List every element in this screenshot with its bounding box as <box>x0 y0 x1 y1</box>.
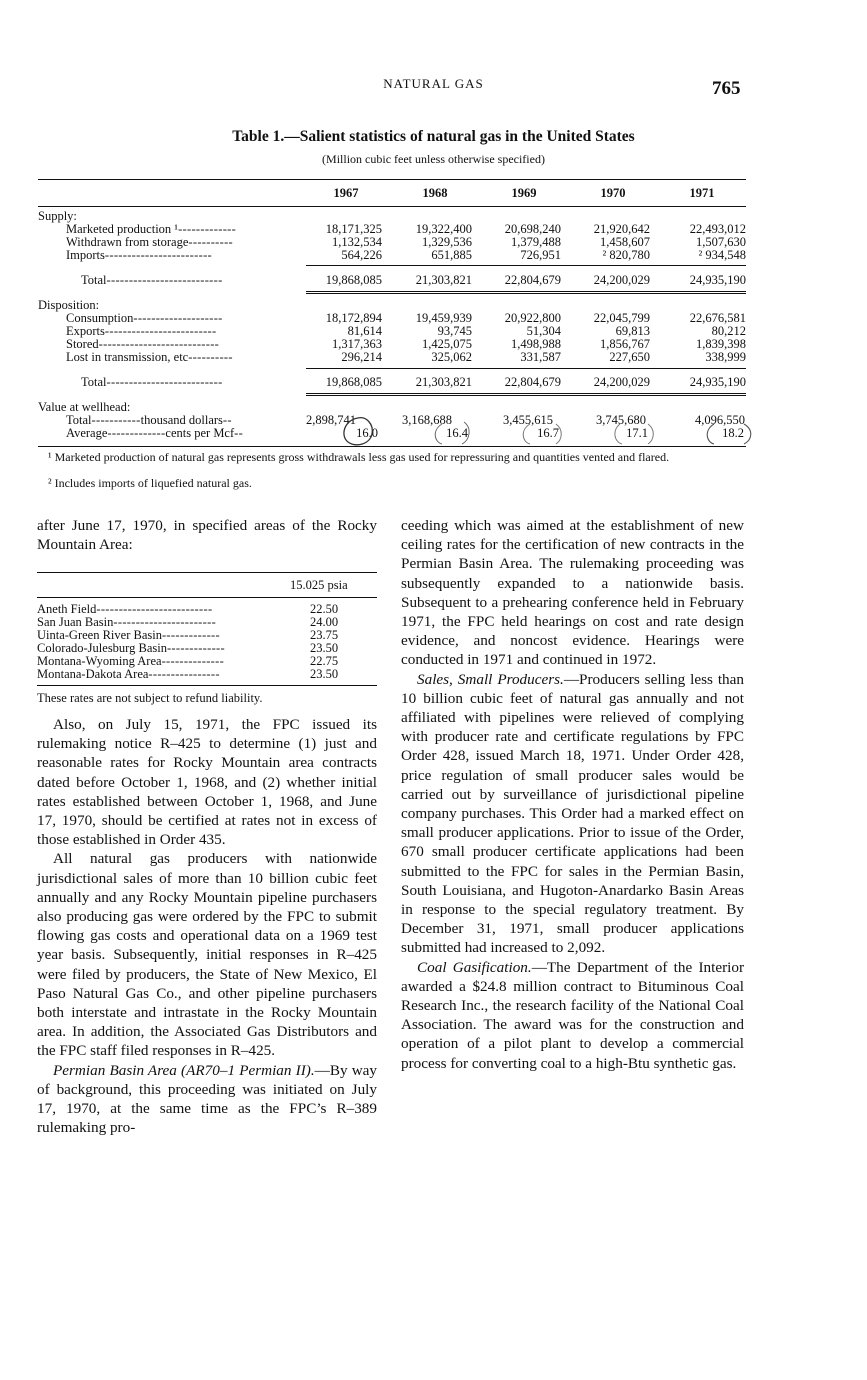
total-double-rule <box>306 291 746 294</box>
table-cell: 19,868,085 <box>325 273 382 287</box>
col-header-1971: 1971 <box>689 186 715 200</box>
table-cell: 21,303,821 <box>415 375 472 389</box>
table-cell: 296,214 <box>341 350 382 364</box>
table-cell: 1,132,534 <box>332 235 382 249</box>
table-cell: 22,804,679 <box>504 375 561 389</box>
rate-row-value: 23.75 <box>310 628 339 642</box>
left-intro: after June 17, 1970, in specified areas of the Rocky Mountain Area: <box>37 517 377 554</box>
left-column-text <box>37 715 377 1137</box>
rate-row-value: 22.50 <box>310 602 339 616</box>
left-paragraph-1: Also, on July 15, 1971, the FPC issued its rulemaking notice R–425 to determine (1) just and reasonable rates for Rocky Mountain area contracts dated before October 1, 1968, and (2) whether initial rates established between October 1, 1968, and June 17, 1970, should be certified at rates not in excess of those established in Order 435. <box>37 716 377 849</box>
table-cell: 21,920,642 <box>593 222 650 236</box>
col-header-1967: 1967 <box>333 186 359 200</box>
table-subtitle: (Million cubic feet unless otherwise specified) <box>322 152 545 166</box>
table-cell: 1,425,075 <box>422 337 472 351</box>
table-cell: ² 934,548 <box>698 248 746 262</box>
table-row-label: Total-------------------------- <box>81 273 223 287</box>
rate-table-header: 15.025 psia <box>290 578 348 592</box>
table-rule-top <box>38 179 746 180</box>
table-cell: ² 820,780 <box>602 248 650 262</box>
right-paragraph-2: Sales, Small Producers.—Producers selling less than 10 billion cubic feet of natural gas annually and not affiliated with pipelines were relieved of complying with producer rate and certificate regulations by FPC Order 428, issued March 18, 1971. Under Order 428, price regulation of small producer sales would be carried out by surveillance of jurisdictional pipeline company purchases. This Order had a marked effect on small producer applications. Prior to issue of the Order, 670 small producer certificate applications had been submitted to the FPC for sales in the Permian Basin, South Louisiana, and Hugoton-Anardarko Basin Areas in response to the special regulatory treatment. By December 31, 1971, small producer applications submitted had increased to 2,092. <box>401 670 744 957</box>
table-cell: 24,935,190 <box>689 273 746 287</box>
table-cell: 51,304 <box>526 324 561 338</box>
table-cell: 3,745,680 <box>596 413 646 427</box>
rate-row-label: Colorado-Julesburg Basin------------- <box>37 641 225 655</box>
table-cell: 16.0 <box>356 426 378 440</box>
table-cell: 20,922,800 <box>504 311 561 325</box>
table-cell: 22,676,581 <box>689 311 746 325</box>
table-cell: 1,317,363 <box>332 337 382 351</box>
table-cell: 69,813 <box>615 324 650 338</box>
table-cell: 331,587 <box>520 350 561 364</box>
table-cell: 18.2 <box>722 426 744 440</box>
table-footnote-2: ² Includes imports of liquefied natural gas. <box>48 476 252 490</box>
table-cell: 22,493,012 <box>689 222 746 236</box>
table-rule-bottom <box>38 446 746 447</box>
rate-row-value: 22.75 <box>310 654 339 668</box>
handwritten-circle-marks <box>330 410 760 454</box>
table-cell: 22,804,679 <box>504 273 561 287</box>
table-row-label: Exports------------------------- <box>66 324 217 338</box>
table-cell: 3,168,688 <box>402 413 452 427</box>
table-cell: 564,226 <box>341 248 382 262</box>
running-head: NATURAL GAS <box>383 76 484 91</box>
right-column-text <box>401 516 744 1073</box>
table-cell: 19,322,400 <box>415 222 472 236</box>
table-cell: 19,459,939 <box>415 311 472 325</box>
table-footnote-1: ¹ Marketed production of natural gas represents gross withdrawals less gas used for repressuring and quantities vented and flared. <box>48 450 670 464</box>
rate-row-label: Montana-Wyoming Area-------------- <box>37 654 225 668</box>
rate-row-value: 24.00 <box>310 615 339 629</box>
table-row-label: Consumption-------------------- <box>66 311 223 325</box>
table-cell: 93,745 <box>437 324 472 338</box>
table-cell: 24,200,029 <box>593 375 650 389</box>
table-cell: 4,096,550 <box>695 413 745 427</box>
subtotal-rule <box>306 265 746 266</box>
left-intro-block <box>37 516 377 554</box>
page-number: 765 <box>712 78 741 99</box>
rate-row-value: 23.50 <box>310 641 339 655</box>
table-cell: 22,045,799 <box>593 311 650 325</box>
table-row-label: Total-----------thousand dollars-- <box>66 413 232 427</box>
rate-row-label: Aneth Field-------------------------- <box>37 602 213 616</box>
right-paragraph-1: ceeding which was aimed at the establishment of new ceiling rates for the certification of new contracts in the Permian Basin Area. The rulemaking proceeding was subsequently expanded to a nationwide basis. Subsequent to a prehearing conference held in February 1971, the FPC held hearings on cost and rate design evidence, and noncost evidence. Hearings were conducted in 1971 and continued in 1972. <box>401 517 744 669</box>
table-cell: 2,898,741 <box>306 413 356 427</box>
table-cell: 1,329,536 <box>422 235 472 249</box>
rate-row-label: San Juan Basin----------------------- <box>37 615 217 629</box>
table-cell: 1,498,988 <box>511 337 561 351</box>
table-cell: 338,999 <box>705 350 746 364</box>
table-rule-header <box>38 206 746 207</box>
rate-row-label: Montana-Dakota Area---------------- <box>37 667 220 681</box>
table-row-label: Total-------------------------- <box>81 375 223 389</box>
left-paragraph-3: Permian Basin Area (AR70–1 Permian II).—By way of background, this proceeding was initiated on July 17, 1970, at the same time as the FPC’s R–389 rulemaking pro- <box>37 1061 377 1137</box>
table-cell: 227,650 <box>609 350 650 364</box>
table-cell: 20,698,240 <box>504 222 561 236</box>
table-row-label: Imports------------------------ <box>66 248 212 262</box>
table-cell: 81,614 <box>347 324 382 338</box>
table-cell: 1,379,488 <box>511 235 561 249</box>
table-cell: 16.7 <box>537 426 559 440</box>
total-double-rule <box>306 393 746 396</box>
table-row-label: Average-------------cents per Mcf-- <box>66 426 244 440</box>
table-cell: 24,200,029 <box>593 273 650 287</box>
table-cell: 18,171,325 <box>325 222 382 236</box>
table-cell: 726,951 <box>520 248 561 262</box>
table-cell: 651,885 <box>431 248 472 262</box>
table-cell: 80,212 <box>711 324 746 338</box>
table-cell: 3,455,615 <box>503 413 553 427</box>
table-cell: 21,303,821 <box>415 273 472 287</box>
table-cell: 1,458,607 <box>600 235 650 249</box>
table-cell: 1,507,630 <box>696 235 746 249</box>
rate-table-rule-header <box>37 597 377 598</box>
right-paragraph-3: Coal Gasification.—The Department of the Interior awarded a $24.8 million contract to Bituminous Coal Research Inc., the research facility of the National Coal Association. The award was for the construction and operation of a pilot plant to develop a commercial process for converting coal to a high-Btu synthetic gas. <box>401 958 744 1072</box>
table-cell: 16.4 <box>446 426 468 440</box>
rate-table-rule-top <box>37 572 377 573</box>
table-cell: 325,062 <box>431 350 472 364</box>
rate-table-note: These rates are not subject to refund liability. <box>37 691 263 705</box>
table-row-label: Lost in transmission, etc---------- <box>66 350 233 364</box>
left-paragraph-2: All natural gas producers with nationwide jurisdictional sales of more than 10 billion cubic feet annually and any Rocky Mountain pipeline purchasers also producing gas were ordered by the FPC to submit flowing gas costs and operational data on a 1969 test year basis. Subsequently, initial responses in R–425 were filed by producers, the State of New Mexico, El Paso Natural Gas Co., and other pipeline purchasers both interstate and intrastate in the Rocky Mountain area. In addition, the Associated Gas Distributors and the FPC staff filed responses in R–425. <box>37 850 377 1060</box>
disposition-label: Disposition: <box>38 298 100 312</box>
rate-row-value: 23.50 <box>310 667 339 681</box>
value-label: Value at wellhead: <box>38 400 131 414</box>
rate-row-label: Uinta-Green River Basin------------- <box>37 628 220 642</box>
table-row-label: Marketed production ¹------------- <box>66 222 237 236</box>
table-cell: 24,935,190 <box>689 375 746 389</box>
col-header-1970: 1970 <box>600 186 626 200</box>
table-cell: 1,856,767 <box>600 337 650 351</box>
table-cell: 19,868,085 <box>325 375 382 389</box>
col-header-1968: 1968 <box>422 186 448 200</box>
table-cell: 1,839,398 <box>696 337 746 351</box>
rate-table-rule-bottom <box>37 685 377 686</box>
table-cell: 17.1 <box>626 426 648 440</box>
subtotal-rule <box>306 368 746 369</box>
table-title: Table 1.—Salient statistics of natural gas in the United States <box>232 128 635 145</box>
table-row-label: Withdrawn from storage---------- <box>66 235 234 249</box>
col-header-1969: 1969 <box>511 186 537 200</box>
table-cell: 18,172,894 <box>325 311 382 325</box>
supply-label: Supply: <box>38 209 77 223</box>
table-row-label: Stored--------------------------- <box>66 337 220 351</box>
